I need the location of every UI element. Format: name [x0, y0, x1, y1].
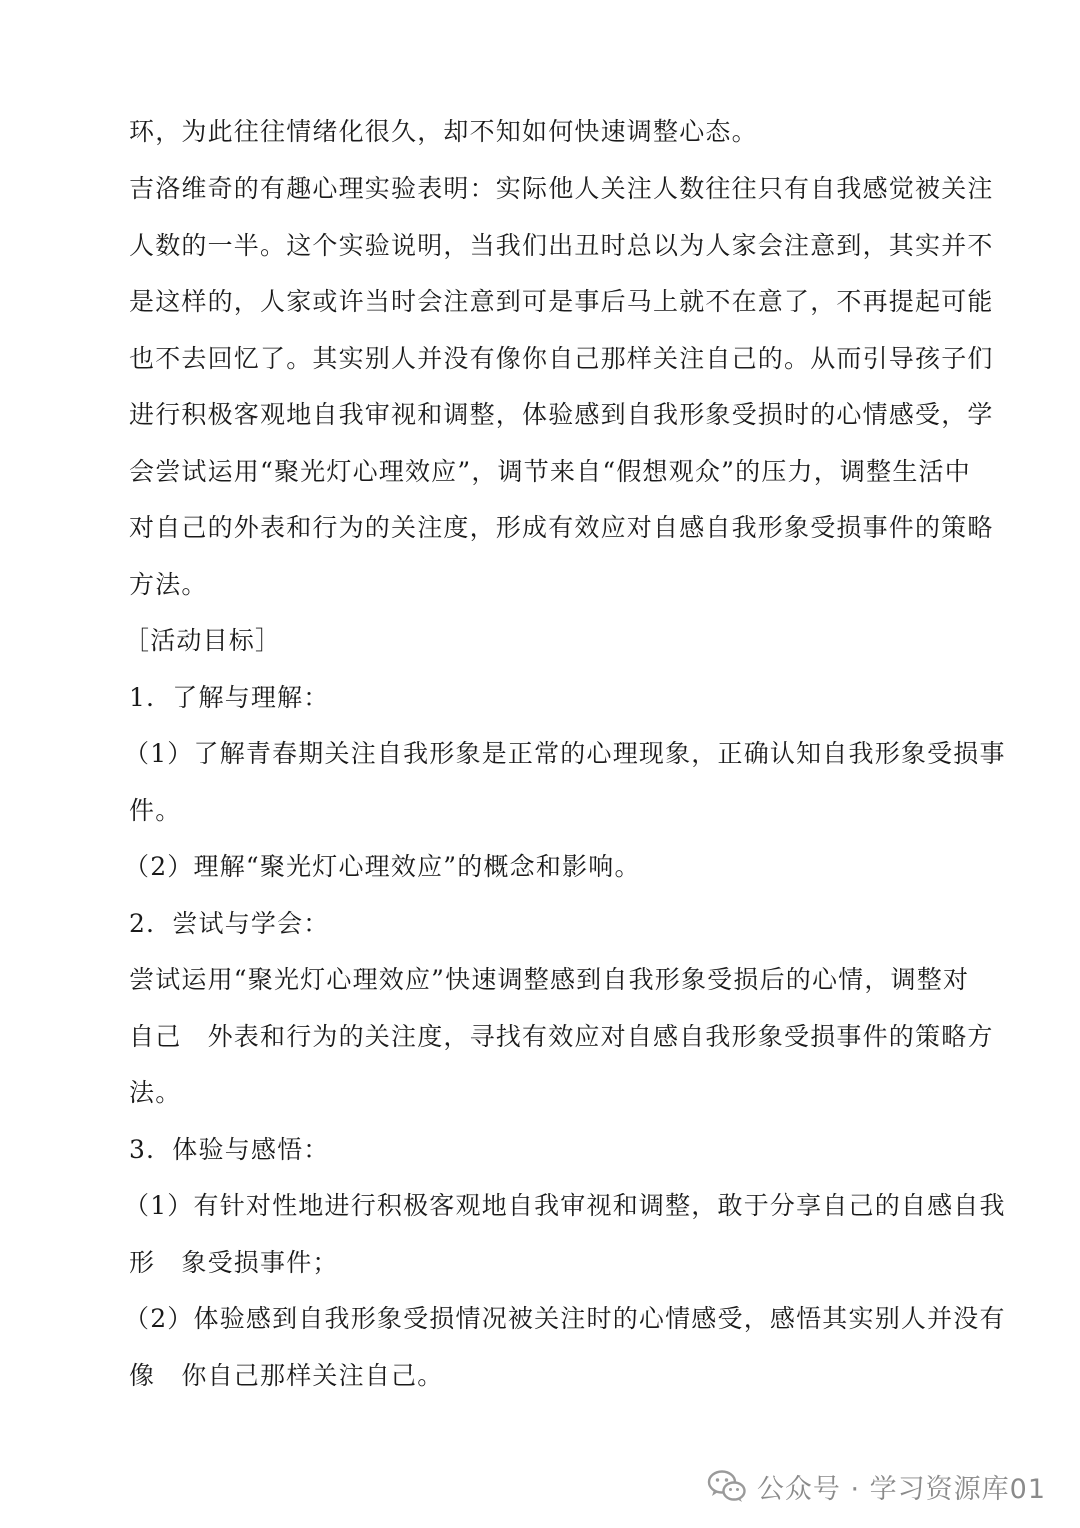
paragraph-line: 尝试运用“聚光灯心理效应”快速调整感到自我形象受损后的心情，调整对	[129, 965, 970, 994]
paragraph-line: 对自己的外表和行为的关注度，形成有效应对自感自我形象受损事件的策略	[129, 513, 994, 542]
paragraph-line: 人数的一半。这个实验说明，当我们出丑时总以为人家会注意到，其实并不	[129, 231, 994, 260]
list-heading: 2．尝试与学会：	[129, 909, 330, 938]
section-heading: ［活动目标］	[124, 626, 282, 655]
paragraph-line: 进行积极客观地自我审视和调整，体验感到自我形象受损时的心情感受，学	[129, 400, 994, 429]
list-heading: 3．体验与感悟：	[129, 1135, 330, 1164]
paragraph-line: 是这样的，人家或许当时会注意到可是事后马上就不在意了，不再提起可能	[129, 287, 994, 316]
paragraph-line: 自己 外表和行为的关注度，寻找有效应对自感自我形象受损事件的策略方	[129, 1022, 994, 1051]
paragraph-line: 环，为此往往情绪化很久，却不知如何快速调整心态。	[129, 117, 758, 146]
paragraph-line: 法。	[129, 1078, 182, 1107]
list-item: （1）有针对性地进行积极客观地自我审视和调整，敢于分享自己的自感自我	[124, 1191, 1006, 1220]
paragraph-line: 也不去回忆了。其实别人并没有像你自己那样关注自己的。从而引导孩子们	[129, 344, 994, 373]
list-item-continuation: 像 你自己那样关注自己。	[129, 1361, 444, 1390]
list-heading: 1．了解与理解：	[129, 683, 330, 712]
list-item-continuation: 件。	[129, 796, 182, 825]
watermark-text: 公众号 · 学习资源库01	[756, 1473, 1046, 1505]
list-item: （2）体验感到自我形象受损情况被关注时的心情感受，感悟其实别人并没有	[124, 1304, 1006, 1333]
list-item: （1）了解青春期关注自我形象是正常的心理现象，正确认知自我形象受损事	[124, 739, 1006, 768]
list-item-continuation: 形 象受损事件；	[129, 1248, 339, 1277]
wechat-icon	[707, 1469, 747, 1503]
paragraph-line: 吉洛维奇的有趣心理实验表明：实际他人关注人数往往只有自我感觉被关注	[129, 174, 994, 203]
watermark	[707, 1464, 1046, 1508]
paragraph-line: 会尝试运用“聚光灯心理效应”，调节来自“假想观众”的压力，调整生活中	[129, 457, 971, 486]
paragraph-line: 方法。	[129, 570, 208, 599]
list-item: （2）理解“聚光灯心理效应”的概念和影响。	[124, 852, 641, 881]
